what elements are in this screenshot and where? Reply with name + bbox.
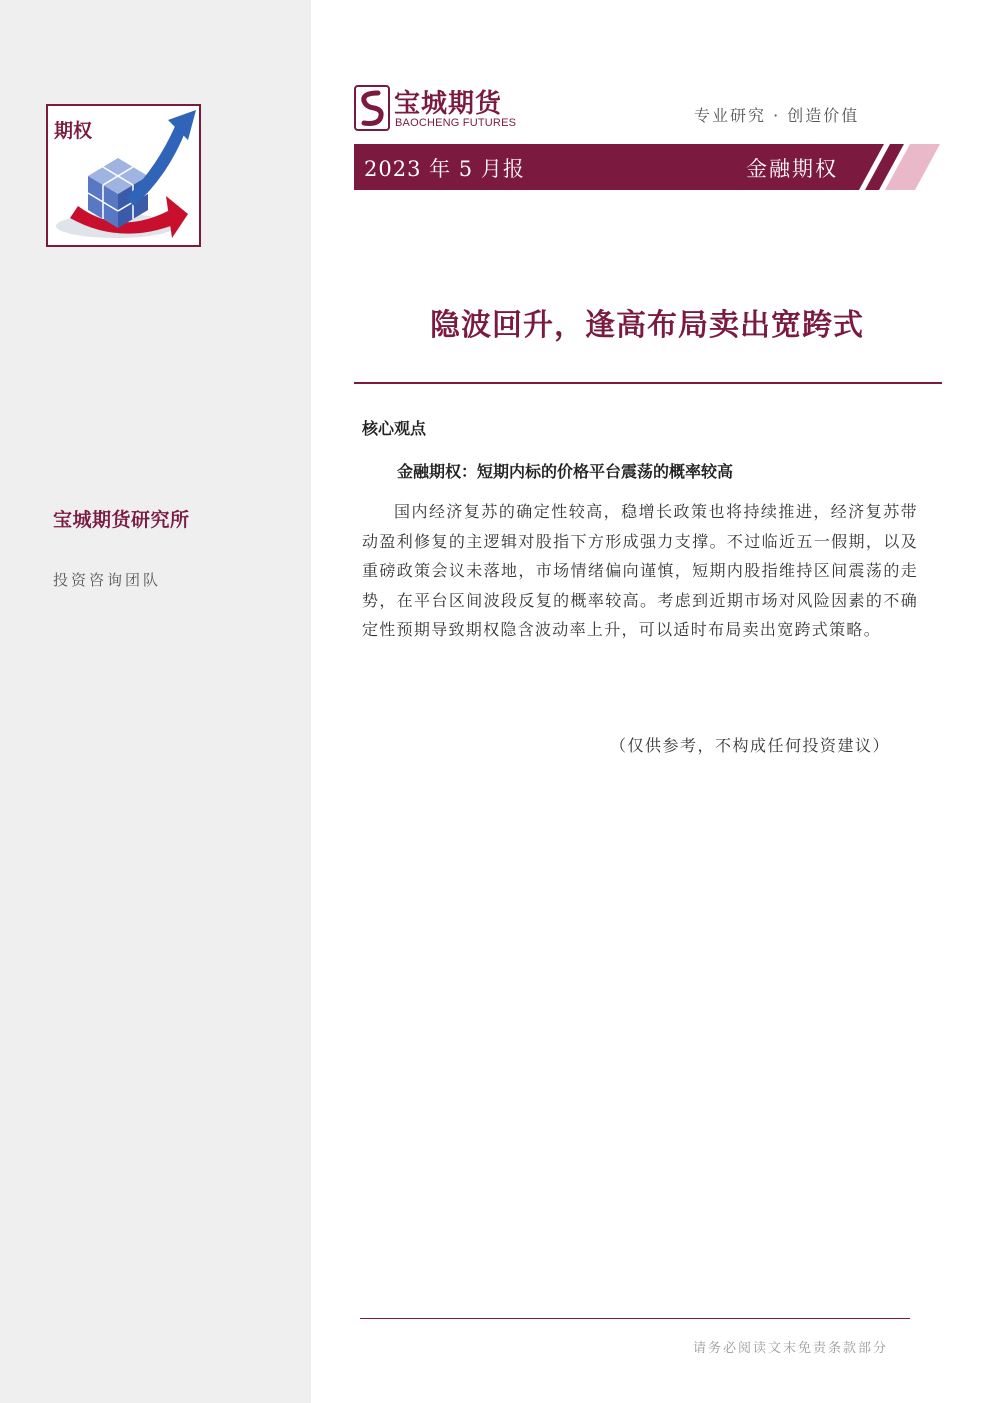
cover-label: 期权 xyxy=(54,120,93,142)
footer-divider xyxy=(360,1318,910,1319)
team-name: 投资咨询团队 xyxy=(53,571,162,589)
report-title: 隐波回升，逢高布局卖出宽跨式 xyxy=(430,308,864,343)
logo-mark-icon xyxy=(354,85,390,131)
sidebar xyxy=(0,0,311,1403)
subheading: 金融期权：短期内标的价格平台震荡的概率较高 xyxy=(397,462,734,481)
report-category: 金融期权 xyxy=(746,157,838,181)
footer-note: 请务必阅读文末免责条款部分 xyxy=(693,1341,889,1356)
company-logo xyxy=(354,85,524,133)
options-cover-image xyxy=(46,104,201,247)
up-arrow-band xyxy=(126,124,186,206)
body-paragraph: 国内经济复苏的确定性较高，稳增长政策也将持续推进，经济复苏带动盈利修复的主逻辑对股指下方形成强力支撑。不过临近五一假期，以及重磅政策会议未落地，市场情绪偏向谨慎，短期内股指维持区间震荡的走势，在平台区间波段反复的概率较高。考虑到近期市场对风险因素的不确定性预期导致期权隐含波动率上升，可以适时布局卖出宽跨式策略。 xyxy=(362,502,918,639)
report-banner xyxy=(354,144,940,190)
title-divider xyxy=(354,382,942,384)
institute-name: 宝城期货研究所 xyxy=(53,509,190,531)
slogan: 专业研究 · 创造价值 xyxy=(694,106,860,125)
logo-english-name: BAOCHENG FUTURES xyxy=(395,117,517,129)
disclaimer: （仅供参考，不构成任何投资建议） xyxy=(610,736,891,755)
down-arrow-head xyxy=(166,196,188,238)
report-period: 2023 年 5 月报 xyxy=(364,157,525,181)
logo-chinese-name: 宝城期货 xyxy=(394,89,503,119)
section-heading: 核心观点 xyxy=(362,419,427,438)
